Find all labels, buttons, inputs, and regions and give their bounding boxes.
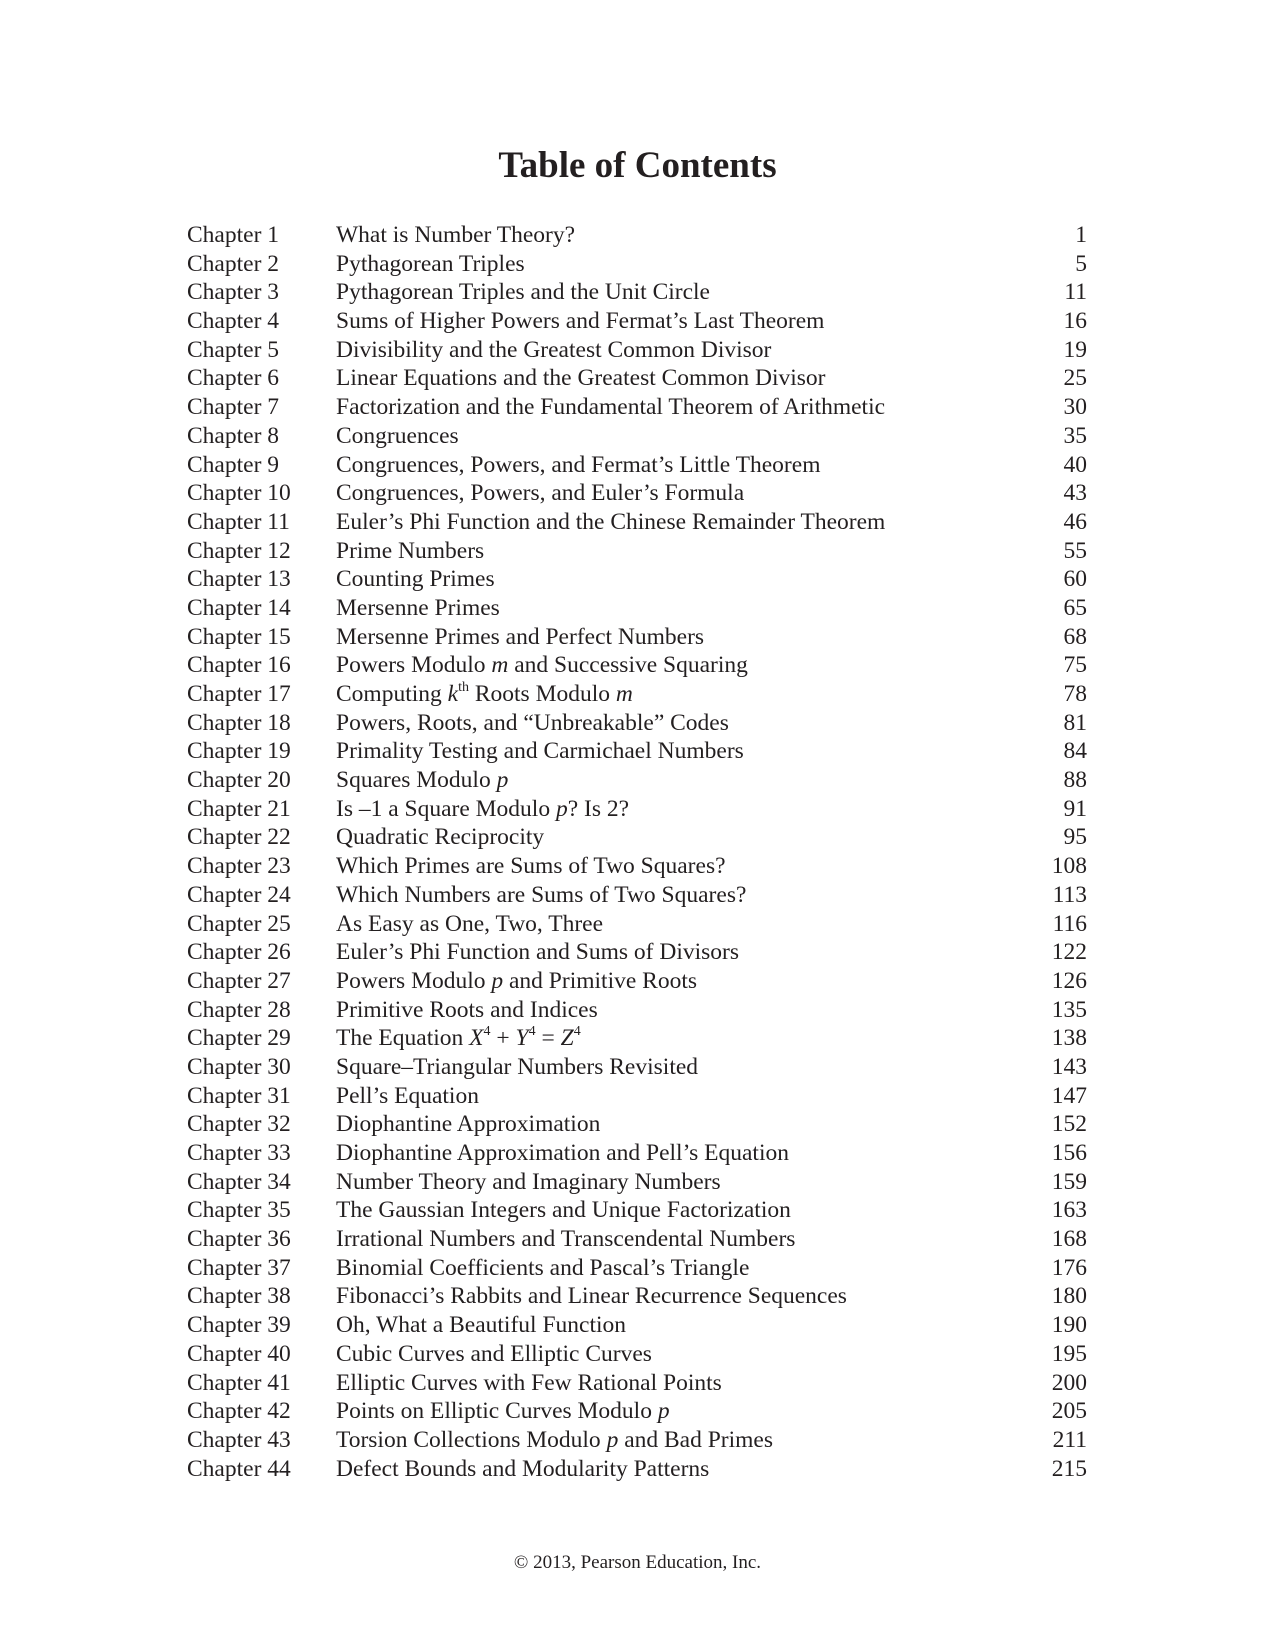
chapter-title — [336, 1110, 600, 1139]
math-variable: p — [555, 795, 568, 822]
toc-row — [187, 967, 1087, 996]
toc-row — [187, 881, 1087, 910]
toc-row — [187, 1225, 1087, 1254]
math-variable: m — [615, 681, 633, 707]
toc-row — [187, 996, 1087, 1025]
page-number: 68 — [1063, 623, 1087, 650]
chapter-title — [336, 1225, 795, 1254]
page-number: 11 — [1064, 279, 1087, 306]
page-number: 43 — [1063, 480, 1087, 507]
title-text: Cubic Curves and Elliptic Curves — [336, 1340, 652, 1367]
chapter-title — [336, 594, 500, 623]
chapter-number: Chapter 35 — [187, 1197, 291, 1224]
title-text: Oh, What a Beautiful Function — [336, 1312, 626, 1339]
page-number: 176 — [1051, 1254, 1087, 1281]
chapter-title — [336, 938, 739, 967]
title-text: Euler’s Phi Function and the Chinese Remainder Theorem — [336, 508, 886, 535]
chapter-title — [336, 250, 525, 279]
page-number: 211 — [1052, 1426, 1087, 1453]
title-text: Congruences, Powers, and Fermat’s Little Theorem — [336, 451, 821, 478]
title-text: Powers Modulo — [336, 652, 492, 679]
chapter-title — [336, 823, 544, 852]
title-text: Square–Triangular Numbers Revisited — [336, 1053, 699, 1080]
chapter-title — [336, 1168, 721, 1197]
chapter-number: Chapter 9 — [187, 451, 280, 478]
page-number: 5 — [1075, 250, 1087, 277]
page-number: 78 — [1063, 681, 1087, 707]
chapter-title — [336, 881, 746, 910]
chapter-number: Chapter 44 — [187, 1455, 291, 1482]
page-number: 156 — [1051, 1140, 1087, 1166]
chapter-title — [336, 336, 771, 365]
math-variable: Y — [515, 1025, 529, 1052]
chapter-title — [336, 307, 824, 336]
toc-row — [187, 1139, 1087, 1168]
page-number: 25 — [1063, 365, 1087, 392]
chapter-title — [336, 565, 495, 594]
page-number: 163 — [1051, 1197, 1087, 1224]
title-text: What is Number Theory? — [336, 222, 576, 248]
title-text: The Gaussian Integers and Unique Factorization — [336, 1197, 791, 1224]
chapter-title — [336, 651, 748, 680]
page-number: 95 — [1063, 824, 1087, 851]
toc-row — [187, 1254, 1087, 1283]
title-text: ? Is 2? — [567, 795, 630, 822]
chapter-title — [336, 1397, 670, 1426]
title-text: Fibonacci’s Rabbits and Linear Recurrence Sequences — [336, 1283, 847, 1310]
toc-row — [187, 1369, 1087, 1398]
chapter-title — [336, 967, 697, 996]
toc-row — [187, 1024, 1087, 1053]
page-number: 108 — [1051, 853, 1087, 880]
page-number: 65 — [1063, 594, 1087, 621]
toc-row — [187, 1196, 1087, 1225]
toc-row — [187, 1053, 1087, 1082]
page-number: 200 — [1051, 1369, 1087, 1396]
math-variable: p — [496, 767, 509, 794]
title-text: Counting Primes — [336, 566, 495, 593]
page-title: Table of Contents — [498, 145, 777, 186]
title-text: + — [490, 1025, 516, 1052]
toc-row — [187, 1340, 1087, 1369]
title-text: Points on Elliptic Curves Modulo — [336, 1398, 658, 1425]
title-text: Diophantine Approximation — [336, 1111, 601, 1138]
copyright-footer: © 2013, Pearson Education, Inc. — [513, 1552, 762, 1573]
superscript: 4 — [573, 1024, 581, 1040]
chapter-number: Chapter 31 — [187, 1082, 291, 1109]
chapter-title — [336, 737, 744, 766]
chapter-number: Chapter 34 — [187, 1168, 291, 1195]
chapter-title — [336, 709, 729, 738]
page-number: 75 — [1063, 652, 1087, 679]
chapter-title — [336, 1053, 698, 1082]
chapter-title — [336, 1369, 722, 1398]
chapter-number: Chapter 33 — [187, 1140, 291, 1166]
title-text: Squares Modulo — [336, 767, 497, 794]
chapter-title — [336, 278, 710, 307]
title-text: Pythagorean Triples and the Unit Circle — [336, 279, 710, 306]
chapter-number: Chapter 32 — [187, 1111, 291, 1138]
page-number: 88 — [1063, 767, 1087, 794]
chapter-number: Chapter 4 — [187, 308, 280, 335]
page-number: 126 — [1051, 967, 1087, 994]
chapter-title — [336, 1282, 847, 1311]
toc-row — [187, 766, 1087, 795]
page-number: 143 — [1051, 1053, 1087, 1080]
title-text: Elliptic Curves with Few Rational Points — [336, 1369, 722, 1396]
title-text: and Successive Squaring — [508, 652, 748, 679]
title-text: and Bad Primes — [618, 1426, 774, 1453]
toc-row — [187, 1397, 1087, 1426]
toc-row — [187, 651, 1087, 680]
chapter-title — [336, 910, 603, 939]
chapter-title — [336, 451, 820, 480]
title-text: Primitive Roots and Indices — [336, 996, 598, 1023]
title-text: Prime Numbers — [336, 537, 485, 564]
toc-row — [187, 680, 1087, 709]
toc-row — [187, 1311, 1087, 1340]
chapter-number: Chapter 29 — [187, 1025, 291, 1052]
title-text: Is –1 a Square Modulo — [336, 795, 556, 822]
page-number: 190 — [1051, 1312, 1087, 1339]
page-number: 30 — [1063, 394, 1087, 421]
toc-row — [187, 737, 1087, 766]
title-text: Powers, Roots, and “Unbreakable” Codes — [336, 709, 729, 736]
chapter-number: Chapter 36 — [187, 1226, 291, 1253]
page-number: 116 — [1052, 910, 1087, 937]
toc-row — [187, 508, 1087, 537]
title-text: Which Numbers are Sums of Two Squares? — [336, 881, 747, 908]
chapter-number: Chapter 14 — [187, 594, 291, 621]
chapter-number: Chapter 3 — [187, 279, 280, 306]
title-text: Sums of Higher Powers and Fermat’s Last Theorem — [336, 308, 825, 335]
chapter-number: Chapter 30 — [187, 1053, 291, 1080]
chapter-title — [336, 1024, 581, 1053]
page-number: 138 — [1051, 1025, 1087, 1052]
chapter-number: Chapter 13 — [187, 566, 291, 593]
math-variable: m — [491, 652, 509, 679]
toc-row — [187, 1455, 1087, 1484]
toc-row — [187, 221, 1087, 250]
chapter-title — [336, 766, 508, 795]
toc-row — [187, 393, 1087, 422]
toc-row — [187, 250, 1087, 279]
toc-row — [187, 565, 1087, 594]
chapter-number: Chapter 43 — [187, 1426, 291, 1453]
title-text: Binomial Coefficients and Pascal’s Triangle — [336, 1254, 750, 1281]
title-text: Diophantine Approximation and Pell’s Equation — [336, 1140, 789, 1166]
chapter-number: Chapter 11 — [187, 508, 290, 535]
chapter-number: Chapter 42 — [187, 1398, 291, 1425]
title-text: As Easy as One, Two, Three — [336, 910, 604, 937]
chapter-number: Chapter 5 — [187, 336, 280, 363]
toc-row — [187, 336, 1087, 365]
page-number: 55 — [1063, 537, 1087, 564]
chapter-number: Chapter 17 — [187, 681, 291, 707]
chapter-number: Chapter 23 — [187, 853, 291, 880]
toc-row — [187, 852, 1087, 881]
chapter-title — [336, 508, 885, 537]
chapter-number: Chapter 39 — [187, 1312, 291, 1339]
chapter-number: Chapter 28 — [187, 996, 291, 1023]
chapter-number: Chapter 10 — [187, 480, 291, 507]
superscript: 4 — [528, 1024, 536, 1040]
title-text: Pell’s Equation — [336, 1082, 479, 1109]
chapter-number: Chapter 27 — [187, 967, 291, 994]
title-text: Mersenne Primes — [336, 594, 500, 621]
chapter-number: Chapter 20 — [187, 767, 291, 794]
toc-row — [187, 278, 1087, 307]
chapter-title — [336, 1455, 709, 1484]
title-text: Mersenne Primes and Perfect Numbers — [336, 623, 705, 650]
math-variable: X — [469, 1025, 484, 1052]
chapter-number: Chapter 6 — [187, 365, 280, 392]
title-text: Pythagorean Triples — [336, 250, 525, 277]
title-text: Powers Modulo — [336, 967, 492, 994]
page-number: 168 — [1051, 1226, 1087, 1253]
toc-row — [187, 1282, 1087, 1311]
chapter-title — [336, 996, 598, 1025]
page-number: 122 — [1051, 939, 1087, 966]
superscript: 4 — [483, 1024, 491, 1040]
page-number: 81 — [1063, 709, 1087, 736]
toc-row — [187, 451, 1087, 480]
chapter-title — [336, 1254, 749, 1283]
title-text: Congruences, Powers, and Euler’s Formula — [336, 480, 745, 507]
toc-row — [187, 709, 1087, 738]
title-text: Computing — [336, 681, 448, 707]
page-number: 152 — [1051, 1111, 1087, 1138]
chapter-title — [336, 1340, 652, 1369]
chapter-number: Chapter 21 — [187, 795, 291, 822]
chapter-number: Chapter 2 — [187, 250, 280, 277]
page-number: 205 — [1051, 1398, 1087, 1425]
chapter-number: Chapter 1 — [187, 222, 280, 248]
toc-row — [187, 307, 1087, 336]
chapter-title — [336, 1082, 479, 1111]
chapter-number: Chapter 38 — [187, 1283, 291, 1310]
page-number: 60 — [1063, 566, 1087, 593]
chapter-title — [336, 221, 575, 250]
chapter-number: Chapter 16 — [187, 652, 291, 679]
title-text: Irrational Numbers and Transcendental Numbers — [336, 1226, 796, 1253]
toc-row — [187, 623, 1087, 652]
page-number: 46 — [1063, 508, 1087, 535]
chapter-title — [336, 422, 459, 451]
chapter-number: Chapter 25 — [187, 910, 291, 937]
math-variable: p — [657, 1398, 670, 1425]
page-number: 147 — [1051, 1082, 1087, 1109]
chapter-title — [336, 393, 885, 422]
chapter-number: Chapter 18 — [187, 709, 291, 736]
chapter-number: Chapter 15 — [187, 623, 291, 650]
math-variable: p — [491, 967, 504, 994]
page-number: 135 — [1051, 996, 1087, 1023]
toc-row — [187, 364, 1087, 393]
page-number: 180 — [1051, 1283, 1087, 1310]
page-number: 84 — [1063, 738, 1087, 765]
toc-row — [187, 1168, 1087, 1197]
toc-row — [187, 1110, 1087, 1139]
title-text: = — [535, 1025, 561, 1052]
chapter-title — [336, 1311, 626, 1340]
page-number: 19 — [1063, 336, 1087, 363]
chapter-title — [336, 364, 825, 393]
page-number: 91 — [1063, 795, 1087, 822]
chapter-number: Chapter 12 — [187, 537, 291, 564]
chapter-title — [336, 537, 484, 566]
page-number: 195 — [1051, 1340, 1087, 1367]
math-variable: k — [447, 681, 459, 707]
title-text: Torsion Collections Modulo — [336, 1426, 607, 1453]
title-text: Congruences — [336, 422, 459, 449]
chapter-title — [336, 680, 633, 709]
title-text: Euler’s Phi Function and Sums of Divisors — [336, 939, 739, 966]
page-number: 40 — [1063, 451, 1087, 478]
chapter-title — [336, 795, 629, 824]
title-text: Roots Modulo — [468, 681, 616, 707]
title-text: Which Primes are Sums of Two Squares? — [336, 853, 726, 880]
toc-row — [187, 938, 1087, 967]
chapter-title — [336, 1196, 791, 1225]
title-text: The Equation — [336, 1025, 470, 1052]
chapter-title — [336, 1139, 789, 1168]
page-number: 35 — [1063, 422, 1087, 449]
math-variable: p — [606, 1426, 619, 1453]
chapter-number: Chapter 40 — [187, 1340, 291, 1367]
chapter-title — [336, 479, 744, 508]
chapter-number: Chapter 26 — [187, 939, 291, 966]
chapter-number: Chapter 37 — [187, 1254, 291, 1281]
title-text: Factorization and the Fundamental Theorem of Arithmetic — [336, 394, 886, 421]
chapter-title — [336, 1426, 773, 1455]
math-variable: Z — [560, 1025, 574, 1052]
page-number: 1 — [1075, 222, 1087, 248]
superscript: th — [458, 680, 469, 695]
page-number: 159 — [1051, 1168, 1087, 1195]
title-text: Defect Bounds and Modularity Patterns — [336, 1455, 710, 1482]
chapter-number: Chapter 8 — [187, 422, 280, 449]
chapter-number: Chapter 22 — [187, 824, 291, 851]
title-text: Quadratic Reciprocity — [336, 824, 545, 851]
toc-row — [187, 910, 1087, 939]
title-text: and Primitive Roots — [503, 967, 697, 994]
chapter-number: Chapter 24 — [187, 881, 291, 908]
page-number: 113 — [1052, 881, 1087, 908]
toc-row — [187, 823, 1087, 852]
toc-row — [187, 594, 1087, 623]
title-text: Number Theory and Imaginary Numbers — [336, 1168, 721, 1195]
table-of-contents — [187, 221, 1087, 1483]
page-number: 215 — [1051, 1455, 1087, 1482]
chapter-number: Chapter 41 — [187, 1369, 291, 1396]
chapter-number: Chapter 19 — [187, 738, 291, 765]
title-text: Primality Testing and Carmichael Numbers — [336, 738, 744, 765]
toc-row — [187, 1082, 1087, 1111]
page-number: 16 — [1063, 308, 1087, 335]
toc-row — [187, 795, 1087, 824]
toc-row — [187, 479, 1087, 508]
chapter-number: Chapter 7 — [187, 394, 280, 421]
title-text: Linear Equations and the Greatest Common Divisor — [336, 365, 826, 392]
chapter-title — [336, 623, 704, 652]
toc-row — [187, 537, 1087, 566]
toc-row — [187, 422, 1087, 451]
toc-row — [187, 1426, 1087, 1455]
chapter-title — [336, 852, 726, 881]
title-text: Divisibility and the Greatest Common Divisor — [336, 336, 772, 363]
